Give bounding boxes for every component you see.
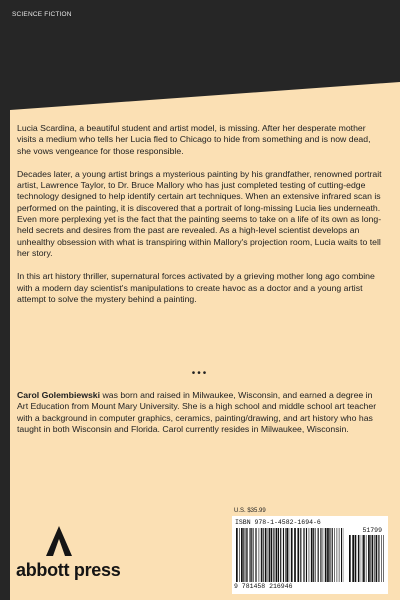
barcode-bar [291, 528, 293, 582]
barcode-bar [269, 528, 270, 582]
barcode-bar [325, 528, 327, 582]
price-label: U.S. $35.99 [234, 508, 266, 514]
barcode-bars [236, 528, 344, 582]
barcode [232, 516, 388, 594]
barcode-bar [315, 528, 316, 582]
barcode-bar [381, 535, 382, 582]
barcode-bar [339, 528, 340, 582]
synopsis [17, 123, 383, 317]
barcode-bar [327, 528, 329, 582]
barcode-bar [285, 528, 286, 582]
barcode-bar [271, 528, 273, 582]
barcode-bar [341, 528, 342, 582]
barcode-bar [362, 535, 363, 582]
barcode-bar [251, 528, 252, 582]
barcode-bar [265, 528, 267, 582]
barcode-bar [259, 528, 260, 582]
barcode-bar [250, 528, 251, 582]
barcode-bar [297, 528, 299, 582]
barcode-bar [309, 528, 310, 582]
barcode-bar [323, 528, 324, 582]
barcode-bar [253, 528, 254, 582]
publisher-name: abbott press [16, 560, 121, 580]
barcode-bar [320, 528, 321, 582]
barcode-bar [294, 528, 296, 582]
barcode-bar [246, 528, 247, 582]
barcode-bar [306, 528, 307, 582]
barcode-bar [360, 535, 361, 582]
barcode-bar [289, 528, 290, 582]
barcode-bar [337, 528, 338, 582]
barcode-bar [303, 528, 304, 582]
barcode-bar [280, 528, 281, 582]
barcode-bar [236, 528, 238, 582]
barcode-bar [318, 528, 319, 582]
barcode-bar [304, 528, 305, 582]
barcode-bar [243, 528, 244, 582]
barcode-bar [349, 535, 351, 582]
barcode-bar [334, 528, 335, 582]
section-separator: ••• [191, 368, 209, 379]
barcode-bar [255, 528, 256, 582]
barcode-bar [278, 528, 279, 582]
barcode-bar [261, 528, 262, 582]
barcode-addon-bars [349, 535, 384, 582]
barcode-bar [355, 535, 357, 582]
barcode-bar [374, 535, 375, 582]
barcode-bar [286, 528, 288, 582]
barcode-bar [332, 528, 333, 582]
barcode-bar [378, 535, 379, 582]
barcode-bar [311, 528, 313, 582]
barcode-bar [368, 535, 370, 582]
publisher-logo-icon [46, 526, 72, 556]
barcode-bar [247, 528, 248, 582]
barcode-bar [241, 528, 243, 582]
barcode-bar [329, 528, 330, 582]
synopsis-paragraph: In this art history thriller, supernatural forces activated by a grieving mother long ago combine with a modern day scientist's manipulations to create havoc as a doctor and a young artist attempt to solve the mystery behind a painting. [17, 271, 375, 304]
barcode-bar [376, 535, 378, 582]
author-bio-text: was born and raised in Milwaukee, Wisconsin, and earned a degree in Art Education from Mount Mary University. She is a high school and middle school art teacher with a background in computer graphics, ceramics, painting/drawing, and art history who has taught in both Wisconsin and Florida. Carol currently resides in Milwaukee, Wisconsin. [17, 390, 377, 434]
barcode-bar [256, 528, 257, 582]
barcode-bar [273, 528, 274, 582]
isbn-number: ISBN 978-1-4582-1694-6 [235, 519, 321, 526]
barcode-bar [276, 528, 278, 582]
barcode-bar [358, 535, 359, 582]
synopsis-paragraph: Lucia Scardina, a beautiful student and artist model, is missing. After her desperate mother visits a medium who tells her Lucia fled to Chicago to hide from something and is now dead, she vows vengeance for those responsible. [17, 123, 371, 156]
author-bio [17, 390, 383, 435]
barcode-bar [263, 528, 264, 582]
barcode-bar [372, 535, 374, 582]
barcode-bar [268, 528, 269, 582]
price-code: 51799 [362, 527, 382, 534]
barcode-number: 9 781458 216946 [234, 583, 293, 590]
barcode-bar [313, 528, 314, 582]
synopsis-paragraph: Decades later, a young artist brings a mysterious painting by his grandfather, renowned portrait artist, Lawrence Taylor, to Dr. Bruce Mallory who has just completed testing of cutting-edge technology designed to help identify certain art techniques. When an extensive infrared scan is performed on the painting, it is discovered that a portrait of long-missing Lucia lies underneath. Even more perplexing yet is the fact that the painting seems to take on a life of its own as long-held secrets and desires from the past are revealed. As a high-level scientist develops an unhealthy obsession with what is transpiring within Mallory's projection room, Lucia waits to tell her story. [17, 168, 382, 258]
barcode-bar [363, 535, 365, 582]
barcode-bar [300, 528, 301, 582]
genre-label: SCIENCE FICTION [12, 11, 72, 18]
author-name: Carol Golembiewski [17, 390, 101, 400]
publisher-logo [16, 526, 121, 592]
barcode-bar [370, 535, 371, 582]
barcode-bar [352, 535, 354, 582]
barcode-bar [383, 535, 384, 582]
barcode-bar [366, 535, 367, 582]
barcode-bar [239, 528, 240, 582]
barcode-bar [283, 528, 284, 582]
